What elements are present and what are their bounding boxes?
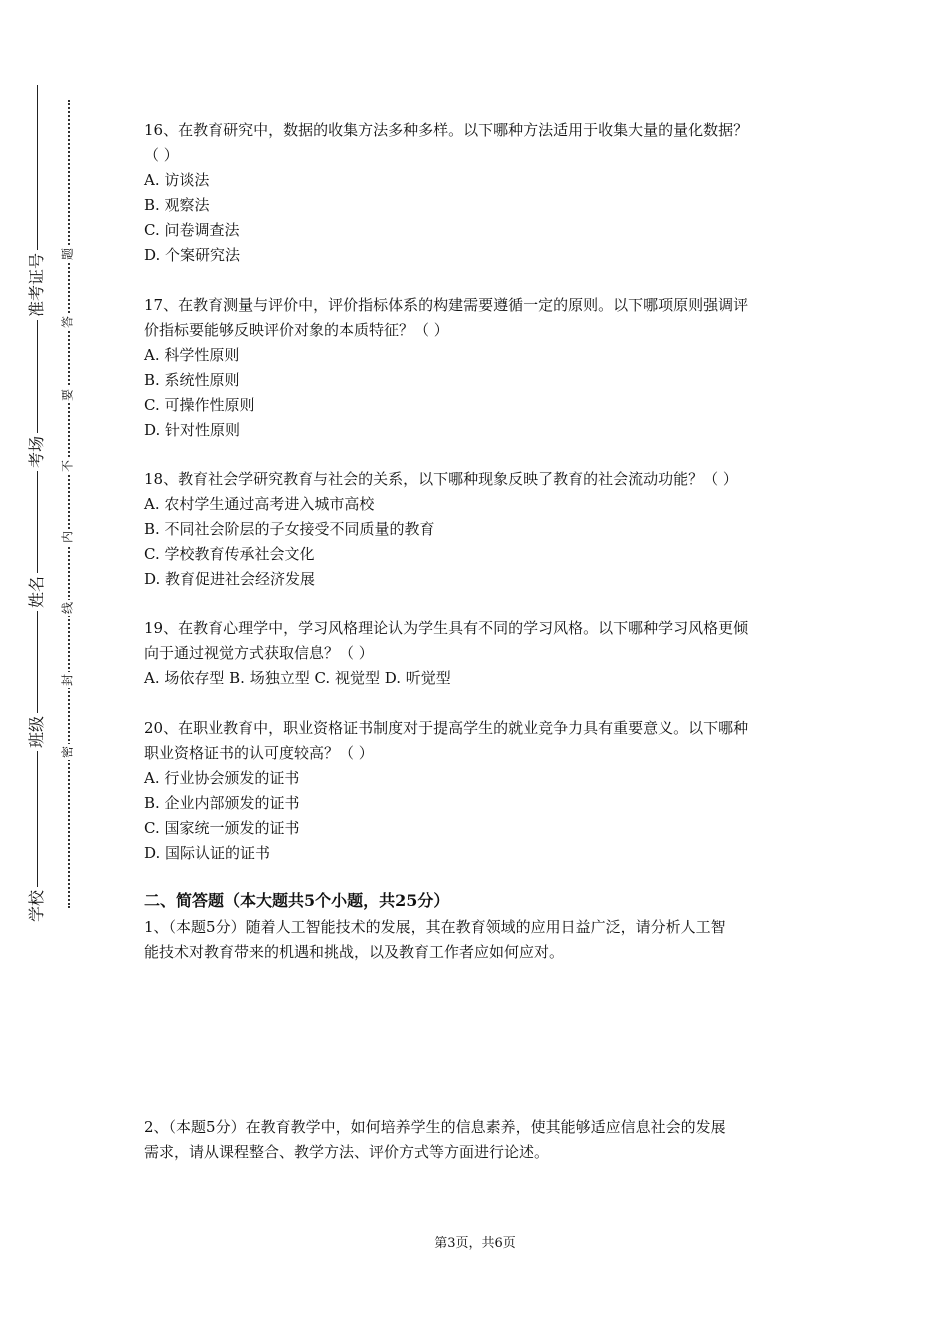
question-text: 能技术对教育带来的机遇和挑战，以及教育工作者应如何应对。 <box>144 943 565 961</box>
binding-solid-line <box>37 85 38 925</box>
seal-char: 要 <box>60 388 75 402</box>
option-a: A. 访谈法 <box>144 171 210 189</box>
question-text: 20、在职业教育中，职业资格证书制度对于提高学生的就业竞争力具有重要意义。以下哪种 <box>144 719 749 737</box>
question-text: （ ） <box>144 146 179 164</box>
question-19 <box>144 616 810 691</box>
question-text: 1、（本题5分）随着人工智能技术的发展，其在教育领域的应用日益广泛，请分析人工智 <box>144 918 726 936</box>
question-text: 需求，请从课程整合、教学方法、评价方式等方面进行论述。 <box>144 1143 550 1161</box>
section-title: 二、简答题（本大题共5个小题，共25分） <box>144 891 450 910</box>
question-text: 2、（本题5分）在教育教学中，如何培养学生的信息素养，使其能够适应信息社会的发展 <box>144 1118 726 1136</box>
option-c: C. 问卷调查法 <box>144 221 240 239</box>
question-text: 18、教育社会学研究教育与社会的关系，以下哪种现象反映了教育的社会流动功能？（ ） <box>144 470 738 488</box>
options-inline: A. 场依存型 B. 场独立型 C. 视觉型 D. 听觉型 <box>144 669 451 687</box>
question-text: 向于通过视觉方式获取信息？（ ） <box>144 644 374 662</box>
option-b: B. 企业内部颁发的证书 <box>144 794 300 812</box>
question-text: 19、在教育心理学中，学习风格理论认为学生具有不同的学习风格。以下哪种学习风格更倾 <box>144 619 749 637</box>
page-number: 第3页，共6页 <box>434 1236 516 1251</box>
option-b: B. 观察法 <box>144 196 210 214</box>
short-answer-2 <box>144 1115 810 1165</box>
seal-char: 密 <box>60 745 75 759</box>
binding-margin <box>0 0 90 1344</box>
option-b: B. 不同社会阶层的子女接受不同质量的教育 <box>144 520 435 538</box>
option-d: D. 教育促进社会经济发展 <box>144 570 316 588</box>
label-exam-room: 考场 <box>26 433 48 471</box>
short-answer-1 <box>144 915 810 965</box>
option-b: B. 系统性原则 <box>144 371 240 389</box>
question-text: 价指标要能够反映评价对象的本质特征？（ ） <box>144 321 449 339</box>
option-d: D. 国际认证的证书 <box>144 844 271 862</box>
seal-char: 封 <box>60 673 75 687</box>
question-17 <box>144 293 810 443</box>
question-16 <box>144 118 810 268</box>
seal-char: 答 <box>60 315 75 329</box>
question-text: 16、在教育研究中，数据的收集方法多种多样。以下哪种方法适用于收集大量的量化数据？ <box>144 121 749 139</box>
seal-char: 题 <box>60 247 75 261</box>
label-class: 班级 <box>26 713 48 751</box>
option-a: A. 科学性原则 <box>144 346 240 364</box>
seal-char: 线 <box>60 601 75 615</box>
question-text: 17、在教育测量与评价中，评价指标体系的构建需要遵循一定的原则。以下哪项原则强调评 <box>144 296 749 314</box>
question-text: 职业资格证书的认可度较高？（ ） <box>144 744 374 762</box>
label-name: 姓名 <box>26 573 48 611</box>
label-school: 学校 <box>26 887 48 925</box>
option-c: C. 学校教育传承社会文化 <box>144 545 315 563</box>
seal-char: 内 <box>60 530 75 544</box>
option-d: D. 个案研究法 <box>144 246 241 264</box>
question-20 <box>144 716 810 866</box>
label-exam-number: 准考证号 <box>26 250 48 320</box>
option-a: A. 农村学生通过高考进入城市高校 <box>144 495 375 513</box>
option-a: A. 行业协会颁发的证书 <box>144 769 300 787</box>
option-c: C. 可操作性原则 <box>144 396 255 414</box>
question-18 <box>144 467 810 592</box>
seal-char: 不 <box>60 459 75 473</box>
seal-dotted-line <box>68 100 70 908</box>
option-d: D. 针对性原则 <box>144 421 241 439</box>
option-c: C. 国家统一颁发的证书 <box>144 819 300 837</box>
